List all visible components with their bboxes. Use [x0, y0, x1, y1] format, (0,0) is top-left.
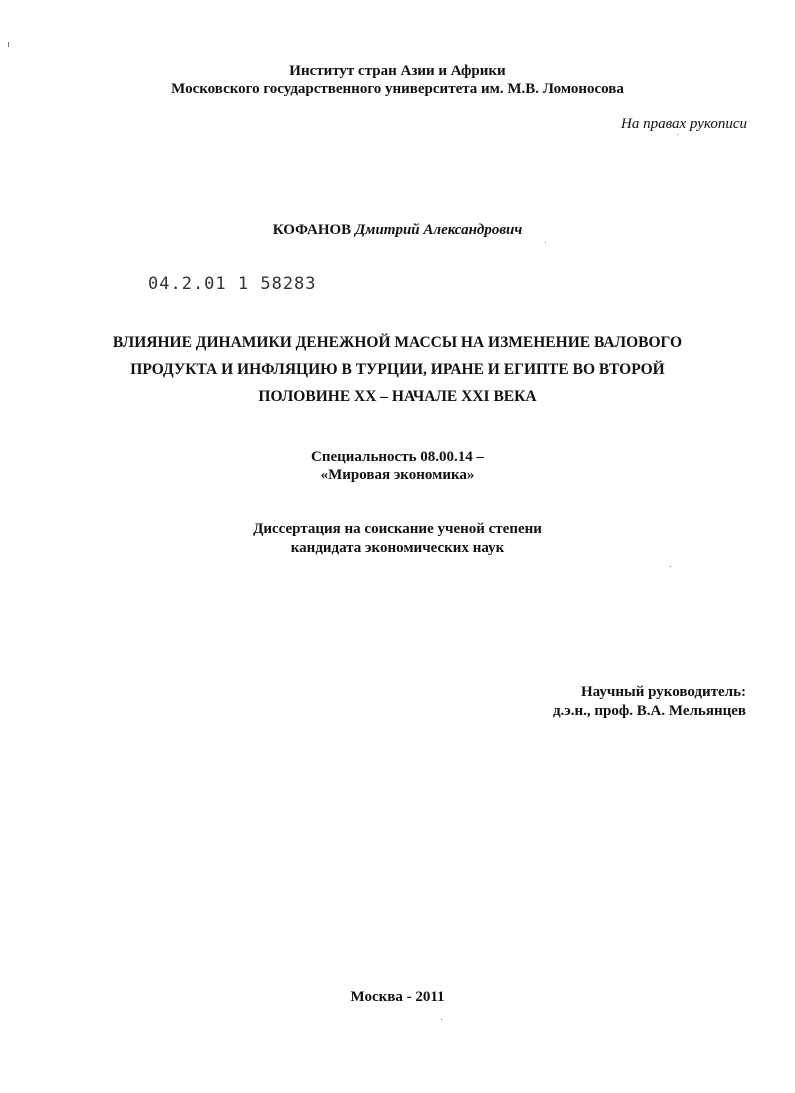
- dissertation-title: [0, 329, 795, 410]
- author-given-names: Дмитрий Александрович: [354, 222, 523, 238]
- institution-name: Институт стран Азии и Африки: [289, 63, 506, 79]
- degree-line: кандидата экономических наук: [290, 540, 505, 556]
- degree-line: Диссертация на соискание ученой степени: [253, 521, 542, 537]
- specialty-block: [0, 448, 795, 484]
- advisor-block: [553, 683, 746, 721]
- scan-speck: [441, 1019, 442, 1020]
- scan-speck: [545, 242, 546, 243]
- scan-speck: [8, 42, 9, 47]
- university-name: Московского государственного университета им. М.В. Ломоносова: [171, 81, 624, 97]
- catalog-stamp: 04.2.01 1 58283: [148, 274, 317, 294]
- author-surname: КОФАНОВ: [272, 222, 352, 238]
- specialty-code: Специальность 08.00.14 –: [311, 449, 484, 465]
- title-line: ПРОДУКТА И ИНФЛЯЦИЮ В ТУРЦИИ, ИРАНЕ И ЕГИПТЕ ВО ВТОРОЙ: [130, 361, 665, 378]
- specialty-name: «Мировая экономика»: [320, 467, 475, 483]
- city-year: Москва - 2011: [350, 989, 445, 1005]
- author-name: [0, 222, 795, 239]
- advisor-label: Научный руководитель:: [581, 684, 746, 700]
- degree-block: [0, 520, 795, 558]
- title-line: ВЛИЯНИЕ ДИНАМИКИ ДЕНЕЖНОЙ МАССЫ НА ИЗМЕНЕНИЕ ВАЛОВОГО: [112, 334, 683, 351]
- rights-note: На правах рукописи: [621, 116, 747, 132]
- advisor-name: д.э.н., проф. В.А. Мельянцев: [552, 703, 746, 719]
- scan-speck: [677, 134, 678, 135]
- title-line: ПОЛОВИНЕ XX – НАЧАЛЕ XXI ВЕКА: [258, 388, 537, 405]
- scan-speck: [670, 566, 671, 567]
- institution-block: [0, 62, 795, 98]
